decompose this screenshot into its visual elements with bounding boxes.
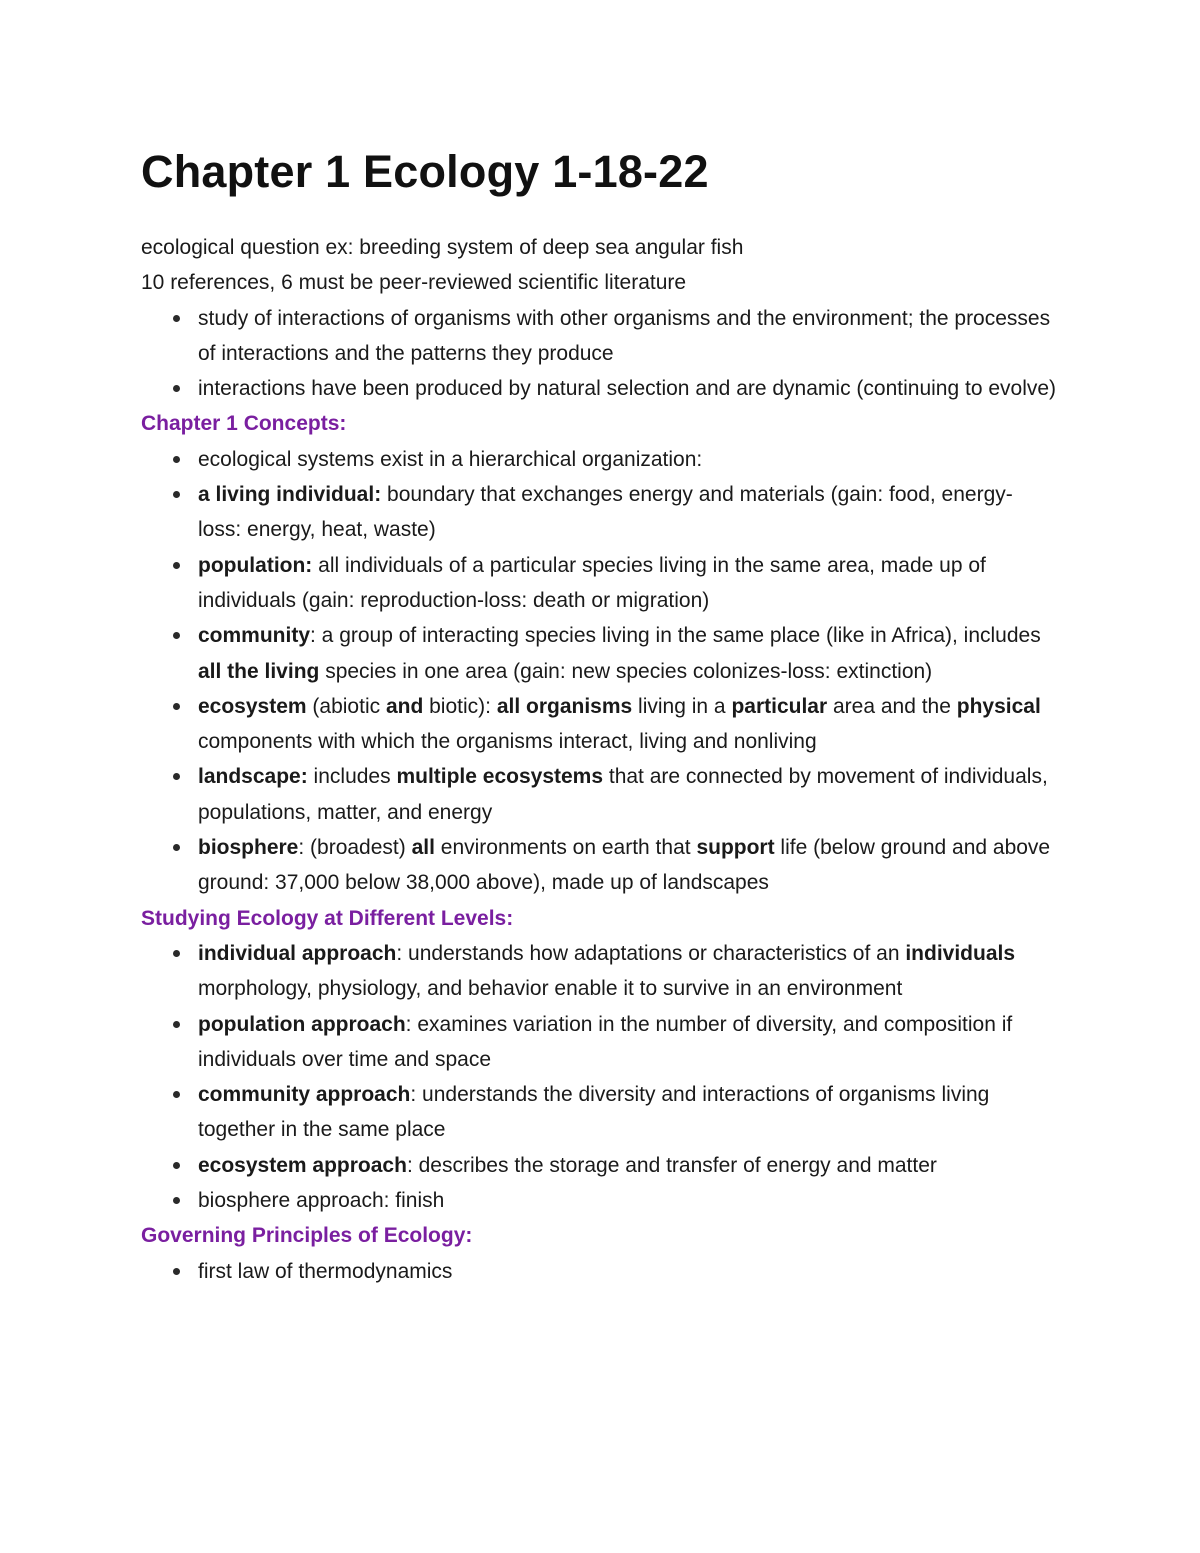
list-item: community: a group of interacting species living in the same place (like in Africa), includes all the living species in one area (gain: new species colonizes-loss: extinction)	[198, 618, 1061, 689]
document-page	[141, 140, 1061, 1289]
page-title: Chapter 1 Ecology 1-18-22	[141, 146, 709, 197]
bullet-icon	[173, 950, 180, 957]
list-item: biosphere: (broadest) all environments on earth that support life (below ground and above ground: 37,000 below 38,000 above), made up of landscapes	[198, 830, 1061, 901]
section-heading-concepts: Chapter 1 Concepts:	[141, 412, 347, 436]
list-item: population approach: examines variation in the number of diversity, and composition if individuals over time and space	[198, 1007, 1061, 1078]
intro-line: ecological question ex: breeding system of deep sea angular fish	[141, 236, 744, 259]
bullet-icon	[173, 1021, 180, 1028]
list-item: landscape: includes multiple ecosystems that are connected by movement of individuals, populations, matter, and energy	[198, 759, 1061, 830]
intro-bullet-list	[141, 301, 1061, 407]
list-item: individual approach: understands how adaptations or characteristics of an individuals morphology, physiology, and behavior enable it to survive in an environment	[198, 936, 1061, 1007]
list-item: first law of thermodynamics	[198, 1254, 1061, 1289]
section-heading-levels: Studying Ecology at Different Levels:	[141, 906, 514, 930]
concepts-bullet-list	[141, 442, 1061, 901]
levels-bullet-list	[141, 936, 1061, 1218]
list-item: biosphere approach: finish	[198, 1183, 1061, 1218]
principles-bullet-list	[141, 1254, 1061, 1289]
bullet-icon	[173, 491, 180, 498]
bullet-icon	[173, 385, 180, 392]
bullet-icon	[173, 315, 180, 322]
bullet-icon	[173, 773, 180, 780]
bullet-icon	[173, 1268, 180, 1275]
list-item: ecosystem approach: describes the storage and transfer of energy and matter	[198, 1148, 1061, 1183]
bullet-icon	[173, 703, 180, 710]
bullet-icon	[173, 632, 180, 639]
list-item: population: all individuals of a particular species living in the same area, made up of individuals (gain: reproduction-loss: death or migration)	[198, 548, 1061, 619]
list-item: study of interactions of organisms with other organisms and the environment; the processes of interactions and the patterns they produce	[198, 301, 1061, 372]
bullet-icon	[173, 1162, 180, 1169]
bullet-icon	[173, 1091, 180, 1098]
list-item: ecosystem (abiotic and biotic): all organisms living in a particular area and the physical components with which the organisms interact, living and nonliving	[198, 689, 1061, 760]
bullet-icon	[173, 1197, 180, 1204]
list-item: ecological systems exist in a hierarchical organization:	[198, 442, 1061, 477]
bullet-icon	[173, 562, 180, 569]
section-heading-principles: Governing Principles of Ecology:	[141, 1224, 473, 1248]
list-item: community approach: understands the diversity and interactions of organisms living together in the same place	[198, 1077, 1061, 1148]
intro-line: 10 references, 6 must be peer-reviewed scientific literature	[141, 271, 687, 295]
bullet-icon	[173, 844, 180, 851]
list-item: a living individual: boundary that exchanges energy and materials (gain: food, energy- loss: energy, heat, waste)	[198, 477, 1061, 548]
bullet-icon	[173, 456, 180, 463]
list-item: interactions have been produced by natural selection and are dynamic (continuing to evolve)	[198, 371, 1061, 406]
